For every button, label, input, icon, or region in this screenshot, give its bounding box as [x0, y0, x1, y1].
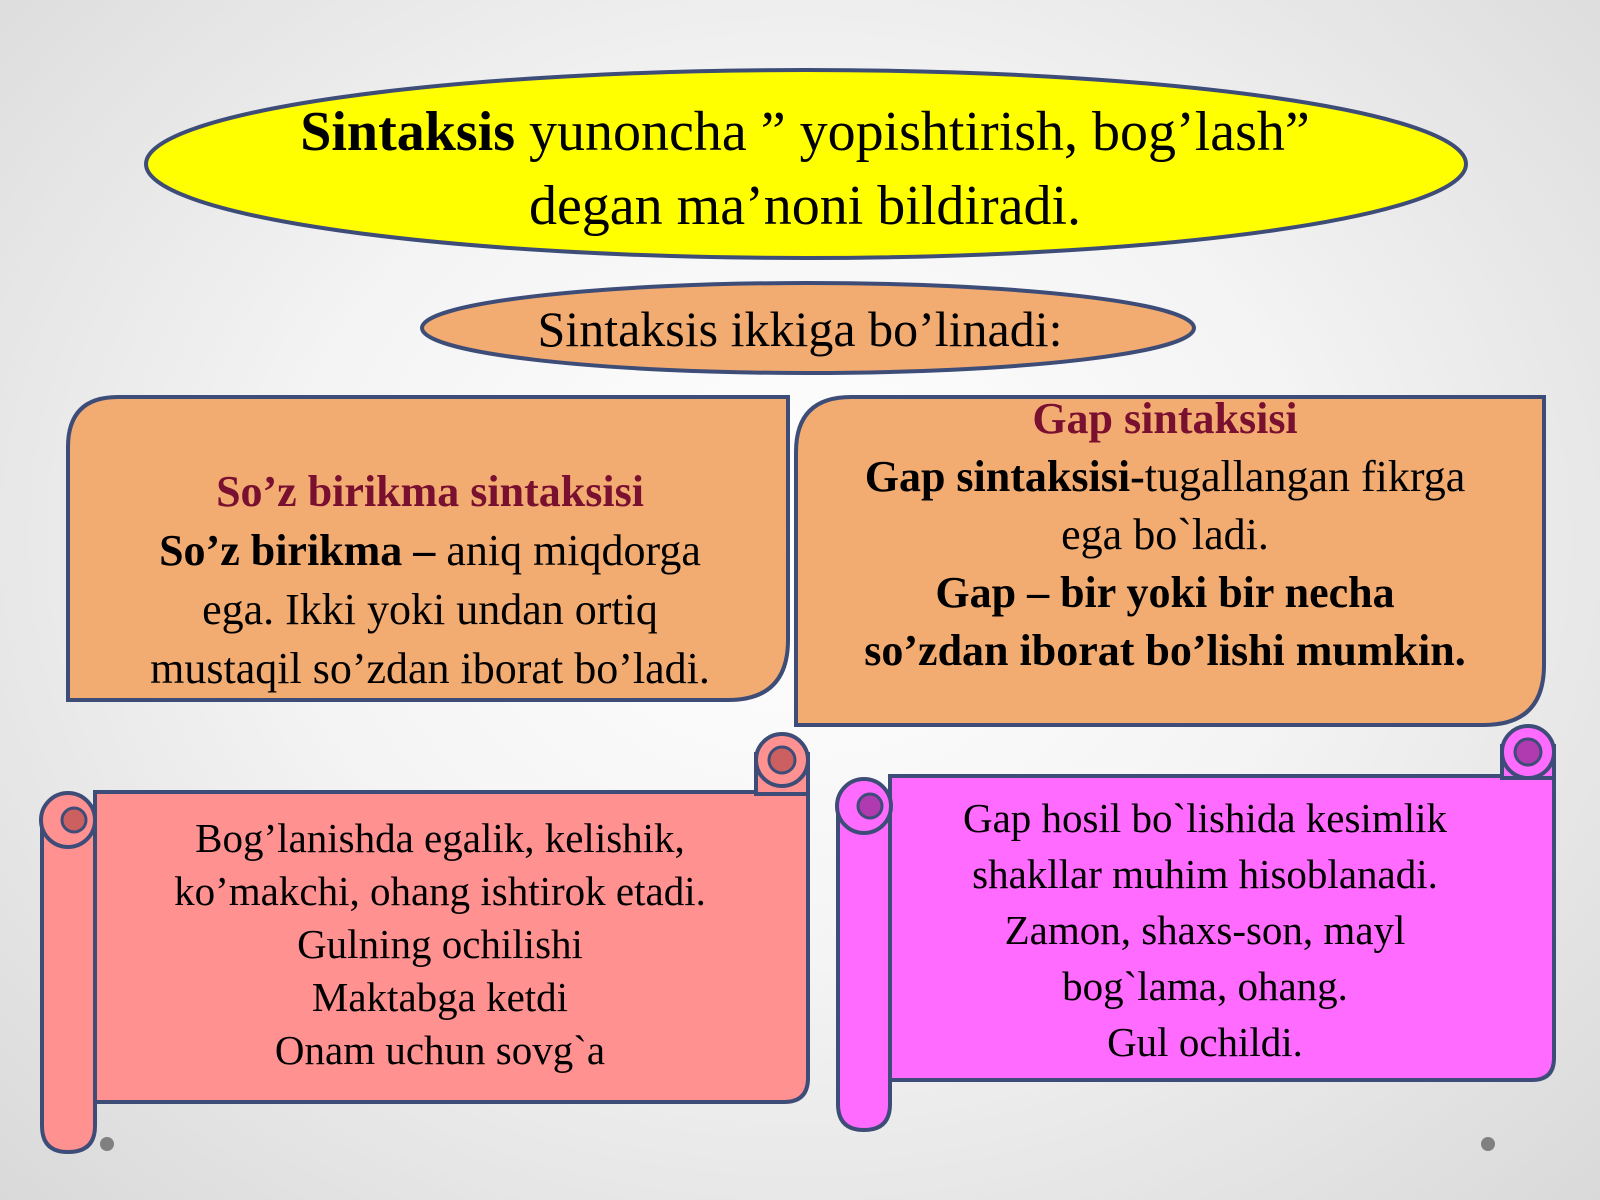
right-box-heading: Gap sintaksisi [1032, 394, 1298, 443]
right-box-line-2: ega bo`ladi. [1061, 510, 1269, 559]
right-box-line-3 [795, 564, 1535, 622]
left-scroll-line: ko’makchi, ohang ishtirok etadi. [174, 868, 706, 914]
right-scroll-text [880, 790, 1530, 1070]
left-box-line-1-bold: So’z birikma – [159, 526, 436, 575]
left-scroll-line: Maktabga ketdi [311, 974, 569, 1020]
right-scroll-line: Gap hosil bo`lishida kesimlik [963, 795, 1447, 841]
right-scroll-line: bog`lama, ohang. [1062, 963, 1348, 1009]
title-line-2: degan ma’noni bildiradi. [528, 175, 1082, 237]
right-box-line-4 [795, 622, 1535, 680]
right-box-line-3-bold: Gap – bir yoki bir necha [935, 568, 1395, 617]
left-box-line-2: ega. Ikki yoki undan ortiq [202, 585, 658, 634]
subtitle-text: Sintaksis ikkiga bo’linadi: [537, 301, 1063, 357]
corner-dot-right [1481, 1137, 1495, 1151]
corner-dot-left [100, 1137, 114, 1151]
right-box-line-4-bold: so’zdan iborat bo’lishi mumkin. [864, 626, 1466, 675]
right-box-text [795, 390, 1535, 680]
left-scroll-line: Onam uchun sovg`a [274, 1027, 606, 1073]
right-scroll-line: Gul ochildi. [1107, 1019, 1303, 1065]
left-box-line-3: mustaqil so’zdan iborat bo’ladi. [150, 644, 710, 693]
right-scroll-line: Zamon, shaxs-son, mayl [1004, 907, 1406, 953]
right-box-line-1-bold: Gap sintaksisi- [864, 452, 1145, 501]
title-text [170, 95, 1440, 243]
right-scroll-line: shakllar muhim hisoblanadi. [972, 851, 1438, 897]
title-line-1 [170, 95, 1440, 169]
left-scroll-line: Bog’lanishda egalik, kelishik, [195, 815, 685, 861]
left-box-line-1-rest: aniq miqdorga [435, 526, 701, 575]
left-scroll-line: Gulning ochilishi [297, 921, 583, 967]
left-box-text [80, 462, 780, 698]
left-scroll-text [100, 812, 780, 1077]
right-box-line-1-rest: tugallangan fikrga [1144, 452, 1466, 501]
left-box-line-1 [80, 521, 780, 580]
title-bold: Sintaksis [300, 101, 516, 163]
title-line-1-rest: yunoncha ” yopishtirish, bog’lash” [515, 101, 1310, 163]
right-box-line-1 [795, 448, 1535, 506]
left-box-heading: So’z birikma sintaksisi [216, 467, 644, 516]
